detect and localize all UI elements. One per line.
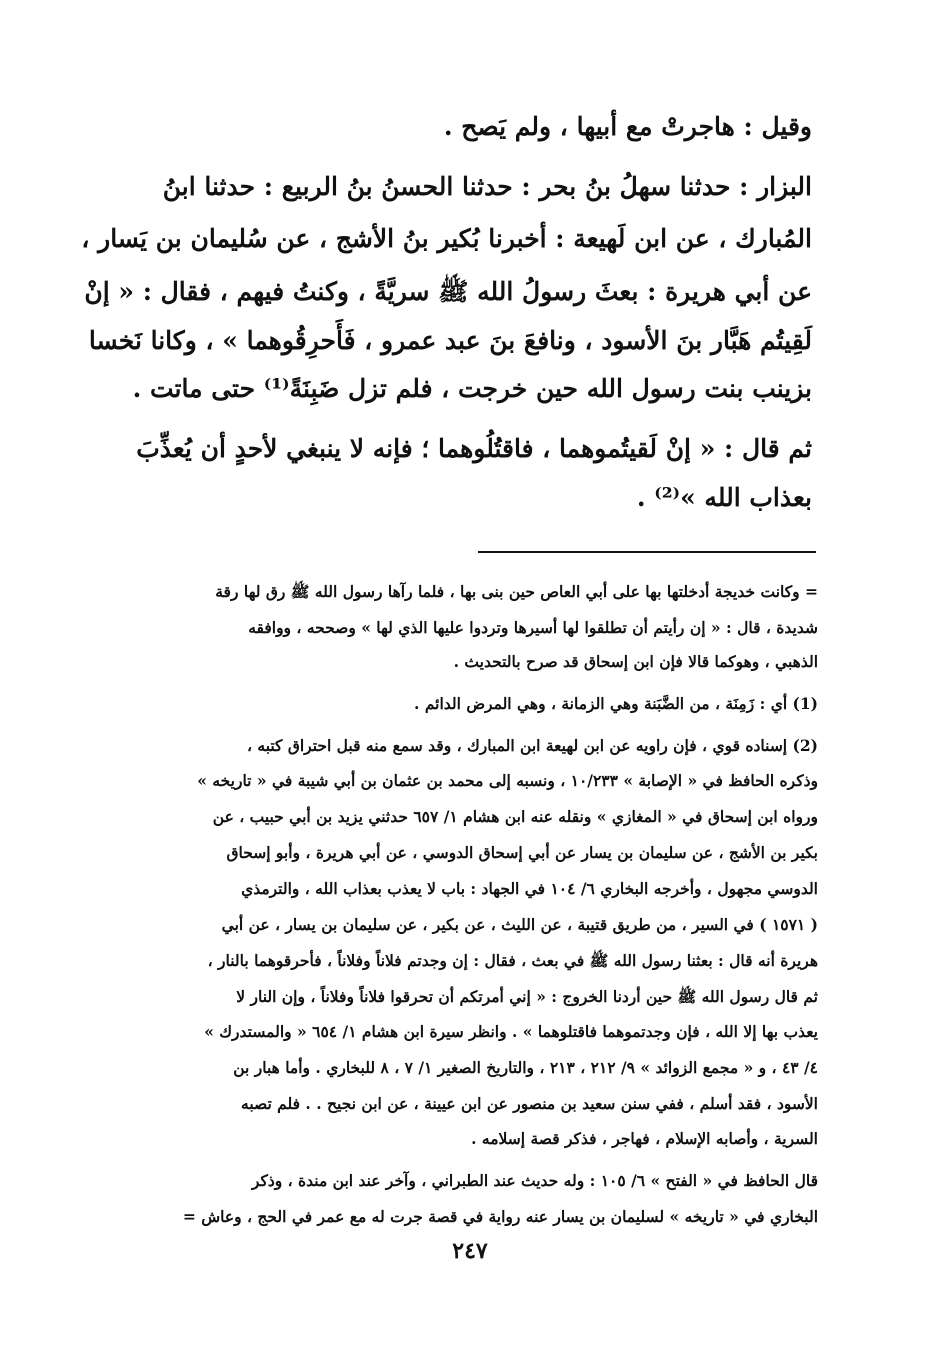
footnote-line: ٤/ ٤٣ ، و « مجمع الزوائد » ٩/ ٢١٢ ، ٢١٣ ، والتاريخ الصغير ١/ ٧ ، ٨ للبخاري . وأما هبار بن <box>233 1058 818 1077</box>
footnote-line: قال الحافظ في « الفتح » ٦/ ١٠٥ : وله حديث عند الطبراني ، وآخر عند ابن مندة ، وذكر <box>251 1171 818 1190</box>
footnote-line: = وكانت خديجة أدخلتها بها على أبي العاص حين بنى بها ، فلما رآها رسول الله ﷺ رق لها رقة <box>215 582 818 601</box>
footnote-line: ( ١٥٧١ ) في السير ، من طريق قتيبة ، عن الليث ، عن بكير ، عن سليمان بن يسار ، عن أبي <box>221 915 818 934</box>
main-text-line: بعذاب الله »⁽²⁾ . <box>636 483 812 512</box>
footnote-line: الأسود ، فقد أسلم ، ففي سنن سعيد بن منصور عن ابن عيينة ، عن ابن نجيح . . فلم تصبه <box>241 1094 818 1113</box>
footnote-line: الذهبي ، وهوكما قالا فإن ابن إسحاق قد صرح بالتحديث . <box>453 652 818 671</box>
footnote-line: شديدة ، قال : « إن رأيتم أن تطلقوا لها أسيرها وتردوا عليها الذي لها » وصححه ، ووافقه <box>248 618 818 637</box>
footnote-line: (1) أي : زَمِنَة ، من الضَّبَنة وهي الزمانة ، وهي المرض الدائم . <box>414 694 818 713</box>
main-text-line: المُبارك ، عن ابن لَهيعة : أخبرنا بُكير بنُ الأشج ، عن سُليمان بن يَسار ، <box>81 224 812 253</box>
footnote-line: يعذب بها إلا الله ، فإن وجدتموهما فاقتلوهما » . وانظر سيرة ابن هشام ١/ ٦٥٤ « والمستدرك » <box>204 1022 818 1041</box>
footnote-line: بكير بن الأشج ، عن سليمان بن يسار عن أبي إسحاق الدوسي ، عن أبي هريرة ، وأبو إسحاق <box>226 843 818 862</box>
main-text-line: وقيل : هاجرتْ مع أبيها ، ولم يَصح . <box>443 112 812 141</box>
footnote-line: (2) إسناده قوي ، فإن راويه عن ابن لهيعة ابن المبارك ، وقد سمع منه قبل احتراق كتبه ، <box>246 736 818 755</box>
footnote-line: الدوسي مجهول ، وأخرجه البخاري ٦/ ١٠٤ في الجهاد : باب لا يعذب بعذاب الله ، والترمذي <box>241 879 818 898</box>
footnote-line: هريرة أنه قال : بعثنا رسول الله ﷺ في بعث ، فقال : إن وجدتم فلاناً وفلاناً ، فأحرقوهما بالنار ، <box>207 951 818 970</box>
footnote-line: البخاري في « تاريخه » لسليمان بن يسار عنه رواية في قصة جرت له مع عمر في الحج ، وعاش = <box>182 1207 818 1226</box>
footnote-line: وذكره الحافظ في « الإصابة » ١٠/٢٣٣ ، ونسبه إلى محمد بن عثمان بن أبي شيبة في « تاريخه » <box>197 771 818 790</box>
footnote-separator <box>478 551 816 553</box>
main-text-line: البزار : حدثنا سهلُ بنُ بحر : حدثنا الحسنُ بنُ الربيع : حدثنا ابنُ <box>162 172 812 201</box>
main-text-line: بزينب بنت رسول الله حين خرجت ، فلم تزل ضَبِنَةً⁽¹⁾ حتى ماتت . <box>132 374 812 403</box>
footnote-line: السرية ، وأصابه الإسلام ، فهاجر ، فذكر قصة إسلامه . <box>471 1129 818 1148</box>
page-number: ٢٤٧ <box>452 1238 488 1264</box>
footnote-line: ورواه ابن إسحاق في « المغازي » ونقله عنه ابن هشام ١/ ٦٥٧ حدثني يزيد بن أبي حبيب ، عن <box>212 807 818 826</box>
footnote-line: ثم قال رسول الله ﷺ حين أردنا الخروج : « إني أمرتكم أن تحرقوا فلاناً وفلاناً ، وإن النار لا <box>236 987 818 1006</box>
main-text-line: لَقِيتُم هَبَّار بنَ الأسود ، ونافعَ بنَ عبد عمرو ، فَأَحرِقُوهما » ، وكانا نَخسا <box>88 326 812 355</box>
main-text-line: ثم قال : « إنْ لَقيتُموهما ، فاقتُلُوهما ؛ فإنه لا ينبغي لأحدٍ أن يُعذِّبَ <box>136 434 812 463</box>
main-text-line: عن أبي هريرة : بعثَ رسولُ الله ﷺ سريَّةً ، وكنتُ فيهم ، فقال : « إنْ <box>84 277 812 306</box>
